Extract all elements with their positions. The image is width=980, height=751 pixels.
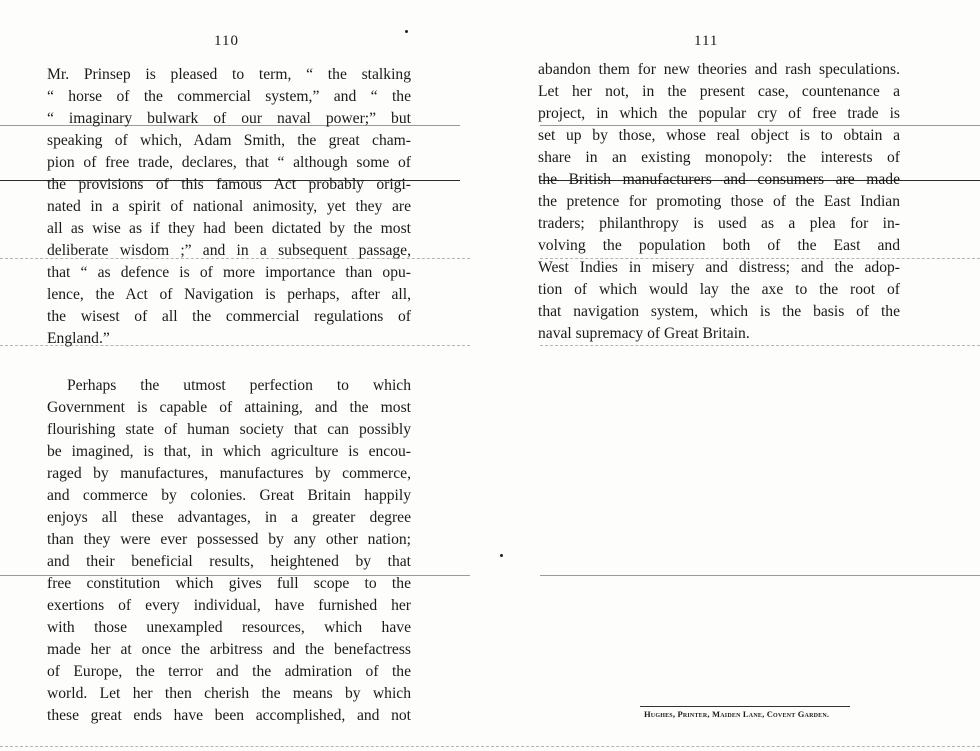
text-line: nated in a spirit of national animosity, yet they are: [47, 198, 411, 215]
text-line: Perhaps the utmost perfection to which: [67, 377, 411, 394]
text-line: the British manufacturers and consumers are made: [538, 171, 900, 188]
text-line: set up by those, whose real object is to obtain a: [538, 127, 900, 144]
text-line: Government is capable of attaining, and the most: [47, 399, 411, 416]
text-line: “ horse of the commercial system,” and “ the: [47, 88, 411, 105]
text-line: be imagined, is that, in which agriculture is encou-: [47, 443, 411, 460]
page-number: 110: [214, 33, 239, 49]
text-line: the pretence for promoting those of the East Indian: [538, 193, 900, 210]
text-line: flourishing state of human society that can possibly: [47, 421, 411, 438]
text-line: enjoys all these advantages, in a greater degree: [47, 509, 411, 526]
text-line: Let her not, in the present case, countenance a: [538, 83, 900, 100]
paragraph-continued: [538, 59, 900, 345]
text-line: “ imaginary bulwark of our naval power;” but: [47, 110, 411, 127]
text-line: world. Let her then cherish the means by which: [47, 685, 411, 702]
text-line: traders; philanthropy is used as a plea for in-: [538, 215, 900, 232]
paragraph-main: [47, 375, 411, 727]
right-page: [490, 0, 980, 751]
text-line: Mr. Prinsep is pleased to term, “ the stalking: [47, 66, 411, 83]
text-line: these great ends have been accomplished, and not: [47, 707, 411, 724]
text-line: lence, the Act of Navigation is perhaps, after all,: [47, 286, 411, 303]
text-line: raged by manufactures, manufactures by commerce,: [47, 465, 411, 482]
text-line: with those unexampled resources, which have: [47, 619, 411, 636]
text-line: abandon them for new theories and rash speculations.: [538, 61, 900, 78]
printer-imprint: Hughes, Printer, Maiden Lane, Covent Garden.: [644, 709, 830, 719]
paragraph-quote: [47, 64, 411, 350]
text-line: all as wise as if they had been dictated by the most: [47, 220, 411, 237]
text-line: that navigation system, which is the basis of the: [538, 303, 900, 320]
text-line: of Europe, the terror and the admiration of the: [47, 663, 411, 680]
text-line: and their beneficial results, heightened by that: [47, 553, 411, 570]
text-line: speaking of which, Adam Smith, the great cham-: [47, 132, 411, 149]
text-line: share in an existing monopoly: the interests of: [538, 149, 900, 166]
text-line: volving the population both of the East and: [538, 237, 900, 254]
text-line: and commerce by colonies. Great Britain happily: [47, 487, 411, 504]
text-line: project, in which the popular cry of free trade is: [538, 105, 900, 122]
text-line: than they were ever possessed by any other nation;: [47, 531, 411, 548]
text-line: England.”: [47, 330, 110, 347]
text-line: made her at once the arbitress and the benefactress: [47, 641, 411, 658]
text-line: tion of which would lay the axe to the root of: [538, 281, 900, 298]
text-line: pion of free trade, declares, that “ although some of: [47, 154, 411, 171]
text-line: West Indies in misery and distress; and the adop-: [538, 259, 900, 276]
page-number: 111: [694, 33, 719, 49]
text-line: that “ as defence is of more importance than opu-: [47, 264, 411, 281]
text-line: free constitution which gives full scope to the: [47, 575, 411, 592]
text-line: the wisest of all the commercial regulations of: [47, 308, 411, 325]
text-line: exertions of every individual, have furnished her: [47, 597, 411, 614]
text-line: the provisions of this famous Act probably origi-: [47, 176, 411, 193]
text-line: naval supremacy of Great Britain.: [538, 325, 750, 342]
text-line: deliberate wisdom ;” and in a subsequent passage,: [47, 242, 411, 259]
